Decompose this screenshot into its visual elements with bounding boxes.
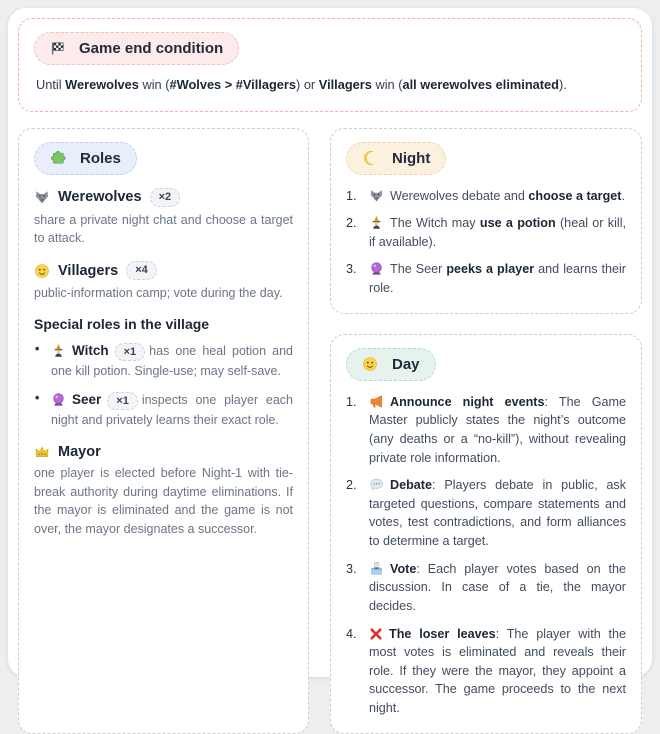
text-segment: : Each player votes based on the discussion. In case of a tie, the mayor decides. bbox=[369, 561, 626, 613]
crystal-ball-icon bbox=[369, 261, 384, 276]
night-step bbox=[346, 214, 626, 251]
text-segment: Villagers bbox=[318, 77, 372, 92]
checkered-flag-icon bbox=[50, 41, 65, 56]
step-text bbox=[369, 216, 626, 249]
text-segment: ). bbox=[558, 77, 567, 92]
text-segment: Debate bbox=[390, 478, 432, 493]
wolf-icon bbox=[369, 188, 384, 203]
special-roles-heading: Special roles in the village bbox=[34, 316, 210, 333]
day-panel bbox=[330, 334, 642, 734]
text-segment: (heal or kill, if available). bbox=[369, 216, 626, 249]
game-end-badge bbox=[34, 32, 239, 65]
day-step bbox=[346, 393, 626, 468]
night-step bbox=[346, 260, 626, 297]
witch-icon bbox=[51, 343, 66, 358]
mayor-desc: one player is elected before Night-1 with tie-break authority during daytime eliminations. If the mayor is eliminated and the game is not over, the mayor designates a successor. bbox=[34, 465, 293, 537]
text-segment: : The player with the most votes is eliminated and reveals their role. If they were the mayor, they appoint a successor. The game proceeds to the next night. bbox=[369, 626, 627, 716]
role-desc: inspects one player each night and privately learns their exact role. bbox=[51, 393, 293, 428]
night-step bbox=[346, 187, 626, 206]
text-segment: . bbox=[621, 188, 625, 203]
role-desc: has one heal potion and one kill potion. Single-use; may self-save. bbox=[51, 344, 293, 379]
count-badge: ×1 bbox=[107, 392, 138, 410]
step-text bbox=[369, 395, 626, 465]
step-number: 1. bbox=[346, 188, 357, 203]
step-text bbox=[369, 262, 626, 295]
step-number: 2. bbox=[346, 216, 357, 231]
roles-badge-label: Roles bbox=[80, 149, 121, 167]
game-end-badge-label: Game end condition bbox=[79, 40, 224, 57]
bullet-glyph: • bbox=[35, 391, 40, 406]
rules-card bbox=[8, 8, 652, 716]
game-end-panel bbox=[18, 18, 642, 112]
megaphone-icon bbox=[369, 394, 384, 409]
text-segment: The Seer bbox=[390, 262, 447, 277]
text-segment: Werewolves debate and bbox=[390, 188, 529, 203]
smiley-face-icon bbox=[34, 263, 50, 279]
cross-mark-icon bbox=[369, 627, 383, 641]
witch-icon bbox=[369, 215, 384, 230]
crescent-moon-icon bbox=[362, 150, 378, 166]
step-number: 3. bbox=[346, 561, 357, 576]
step-text bbox=[369, 478, 626, 548]
step-text bbox=[390, 189, 625, 203]
day-step bbox=[346, 625, 626, 718]
text-segment: win ( bbox=[371, 77, 403, 92]
step-number: 3. bbox=[346, 262, 357, 277]
step-text bbox=[369, 627, 626, 716]
text-segment: and learns their role. bbox=[369, 262, 627, 296]
step-number: 1. bbox=[346, 394, 357, 409]
list-item-seer bbox=[34, 390, 293, 430]
text-segment: : Players debate in public, ask targeted questions, compare statements and votes, test contradictions, and form alliances to determine a target. bbox=[369, 478, 626, 549]
role-name: Mayor bbox=[58, 443, 101, 460]
roles-badge bbox=[34, 142, 137, 175]
puzzle-piece-icon bbox=[50, 150, 66, 166]
day-steps bbox=[346, 393, 626, 718]
role-name: Werewolves bbox=[58, 189, 142, 206]
role-heading-villagers bbox=[34, 261, 293, 280]
text-segment: all werewolves eliminated bbox=[402, 77, 559, 92]
text-segment: Werewolves bbox=[65, 77, 139, 92]
day-badge bbox=[346, 348, 436, 381]
role-desc: public-information camp; vote during the day. bbox=[34, 286, 283, 301]
list-item-witch bbox=[34, 341, 293, 381]
text-segment: choose a target bbox=[528, 188, 622, 203]
crystal-ball-icon bbox=[51, 392, 66, 407]
night-panel bbox=[330, 128, 642, 314]
wolf-icon bbox=[34, 189, 50, 205]
content-columns bbox=[18, 128, 642, 734]
step-text bbox=[369, 562, 626, 613]
count-badge: ×2 bbox=[150, 188, 181, 207]
game-end-text bbox=[36, 76, 624, 95]
day-step bbox=[346, 560, 626, 616]
ballot-box-icon bbox=[369, 561, 384, 576]
role-desc: share a private night chat and choose a target to attack. bbox=[34, 212, 293, 246]
text-segment: #Wolves > #Villagers bbox=[169, 77, 296, 92]
role-name: Witch bbox=[72, 343, 109, 359]
night-steps bbox=[346, 187, 626, 298]
text-segment: use a potion bbox=[479, 216, 556, 231]
text-segment: Vote bbox=[390, 561, 417, 576]
role-heading-werewolves bbox=[34, 188, 293, 207]
text-segment: The Witch may bbox=[390, 216, 480, 231]
text-segment: Announce night events bbox=[390, 394, 545, 409]
role-name: Seer bbox=[72, 392, 102, 408]
right-column bbox=[330, 128, 642, 734]
speech-balloon-icon bbox=[369, 477, 384, 492]
day-step bbox=[346, 476, 626, 551]
roles-panel bbox=[18, 128, 309, 734]
text-segment: peeks a player bbox=[446, 262, 535, 277]
text-segment: Until bbox=[36, 77, 66, 92]
text-segment: ) or bbox=[296, 77, 319, 92]
step-number: 2. bbox=[346, 478, 357, 493]
role-heading-mayor bbox=[34, 444, 293, 460]
step-number: 4. bbox=[346, 626, 357, 641]
text-segment: : The Game Master publicly states the night’s outcome (any deaths or a “no-kill”), without revealing private role information. bbox=[369, 394, 626, 465]
role-name: Villagers bbox=[58, 262, 119, 279]
smiley-face-icon bbox=[362, 356, 378, 372]
bullet-glyph: • bbox=[35, 342, 40, 357]
count-badge: ×1 bbox=[115, 343, 146, 361]
count-badge: ×4 bbox=[126, 261, 157, 280]
crown-icon bbox=[34, 444, 50, 460]
night-badge-label: Night bbox=[392, 149, 431, 167]
text-segment: The loser leaves bbox=[389, 626, 496, 641]
special-roles-list bbox=[34, 341, 293, 431]
text-segment: win ( bbox=[138, 77, 170, 92]
day-badge-label: Day bbox=[392, 355, 420, 373]
night-badge bbox=[346, 142, 446, 175]
